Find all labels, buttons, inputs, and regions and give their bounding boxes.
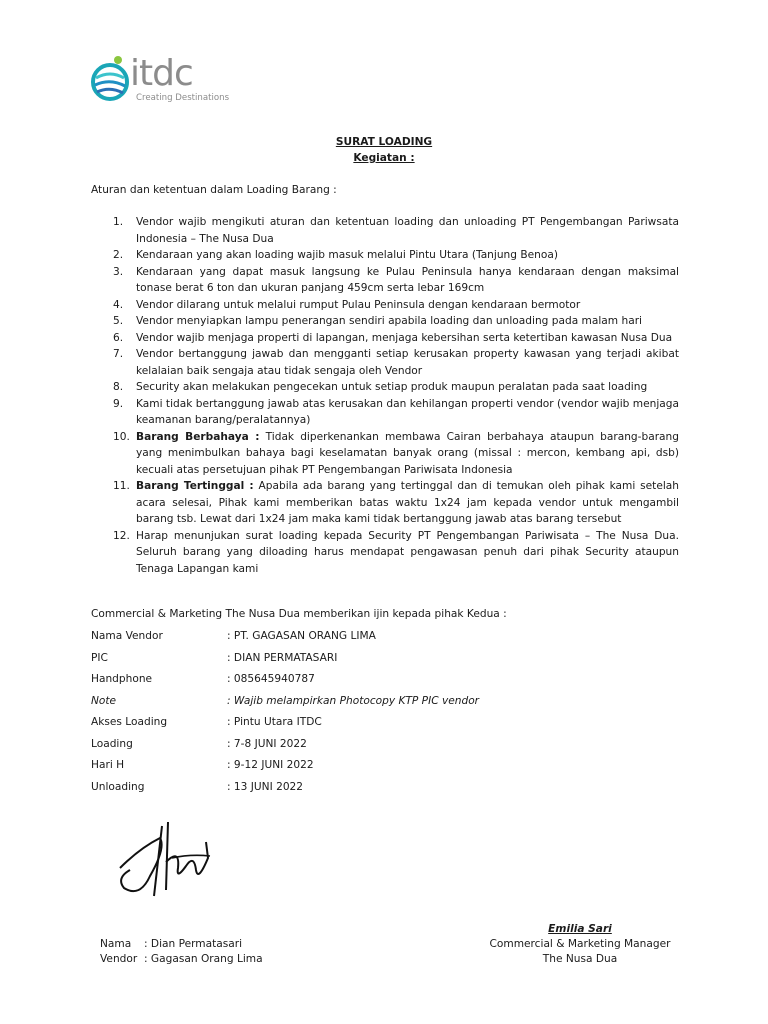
logo-swirl-icon xyxy=(88,52,132,108)
rule-item: 7. Vendor bertanggung jawab dan mengganti setiap kerusakan property kawasan yang terjadi akibat kelalaian baik sengaja atau tidak sengaja oleh Vendor xyxy=(113,348,679,377)
detail-row: Loading : 7-8 JUNI 2022 xyxy=(91,737,307,750)
rule-item: 6. Vendor wajib menjaga properti di lapangan, menjaga kebersihan serta ketertiban kawasan Nusa Dua xyxy=(113,331,673,344)
detail-row: Handphone : 085645940787 xyxy=(91,673,315,685)
rule-item: 9. Kami tidak bertanggung jawab atas kerusakan dan kehilangan properti vendor (vendor wajib menjaga keamanan barang/peralatannya) xyxy=(113,397,679,426)
detail-row: Unloading : 13 JUNI 2022 xyxy=(91,780,304,793)
name-label: Nama xyxy=(100,938,132,950)
rule-item: 11. Barang Tertinggal : Apabila ada barang yang tertinggal dan di temukan oleh pihak kami setelah acara selesai, Pihak kami memberikan batas waktu 1x24 jam kepada vendor untuk mengambil barang tsb. Lewat dari 1x24 jam maka kami tidak bertanggung jawab atas barang tersebut xyxy=(113,480,679,525)
rules-intro: Aturan dan ketentuan dalam Loading Barang : xyxy=(91,184,337,196)
itdc-logo xyxy=(88,52,228,108)
rule-item: 4. Vendor dilarang untuk melalui rumput Pulau Peninsula dengan kendaraan bermotor xyxy=(113,298,581,311)
permission-statement: Commercial & Marketing The Nusa Dua memberikan ijin kepada pihak Kedua : xyxy=(91,608,507,620)
rule-item: 12. Harap menunjukan surat loading kepada Security PT Pengembangan Pariwisata – The Nusa Dua. Seluruh barang yang diloading harus mendapat pengawasan penuh dari pihak Security ataupun Tenaga Lapangan kami xyxy=(113,529,679,575)
rule-item: 2. Kendaraan yang akan loading wajib masuk melalui Pintu Utara (Tanjung Benoa) xyxy=(113,249,558,261)
logo-wordmark: itdc xyxy=(130,53,193,94)
vendor-details xyxy=(91,630,571,802)
rule-item: 10. Barang Berbahaya : Tidak diperkenankan membawa Cairan berbahaya ataupun barang-barang yang menimbulkan bahaya bagi keselamatan banyak orang (missal : mercon, kembang api, dsb) kecuali atas persetujuan pihak PT Pengembangan Pariwisata Indonesia xyxy=(113,430,679,476)
logo-tagline: Creating Destinations xyxy=(136,93,230,103)
rule-item: 8. Security akan melakukan pengecekan untuk setiap produk maupun peralatan pada saat loading xyxy=(113,381,648,393)
manager-name: Emilia Sari xyxy=(548,923,612,935)
manager-position: Commercial & Marketing Manager xyxy=(489,938,671,950)
detail-row: Akses Loading : Pintu Utara ITDC xyxy=(91,716,322,728)
handwritten-signature xyxy=(110,818,220,900)
manager-org: The Nusa Dua xyxy=(542,953,618,965)
manager-signer xyxy=(480,922,680,967)
vendor-label: Vendor xyxy=(100,953,138,965)
detail-row: Nama Vendor : PT. GAGASAN ORANG LIMA xyxy=(91,630,376,642)
vendor-value: : Gagasan Orang Lima xyxy=(144,953,263,965)
vendor-signer xyxy=(100,937,320,967)
document-title: SURAT LOADING xyxy=(335,136,433,148)
rule-item: 3. Kendaraan yang dapat masuk langsung ke Pulau Peninsula hanya kendaraan dengan maksimal tonase berat 6 ton dan ukuran panjang 459cm serta lebar 169cm xyxy=(113,265,679,294)
detail-row: PIC : DIAN PERMATASARI xyxy=(91,651,338,664)
document-subtitle: Kegiatan : xyxy=(353,152,415,164)
detail-row: Note : Wajib melampirkan Photocopy KTP PIC vendor xyxy=(91,694,480,707)
rule-item: 1. Vendor wajib mengikuti aturan dan ketentuan loading dan unloading PT Pengembangan Pariwsata Indonesia – The Nusa Dua xyxy=(113,216,679,245)
rule-item: 5. Vendor menyiapkan lampu penerangan sendiri apabila loading dan unloading pada malam hari xyxy=(113,315,642,327)
detail-row: Hari H : 9-12 JUNI 2022 xyxy=(91,759,314,771)
rules-list xyxy=(91,214,679,577)
name-value: : Dian Permatasari xyxy=(144,938,243,950)
